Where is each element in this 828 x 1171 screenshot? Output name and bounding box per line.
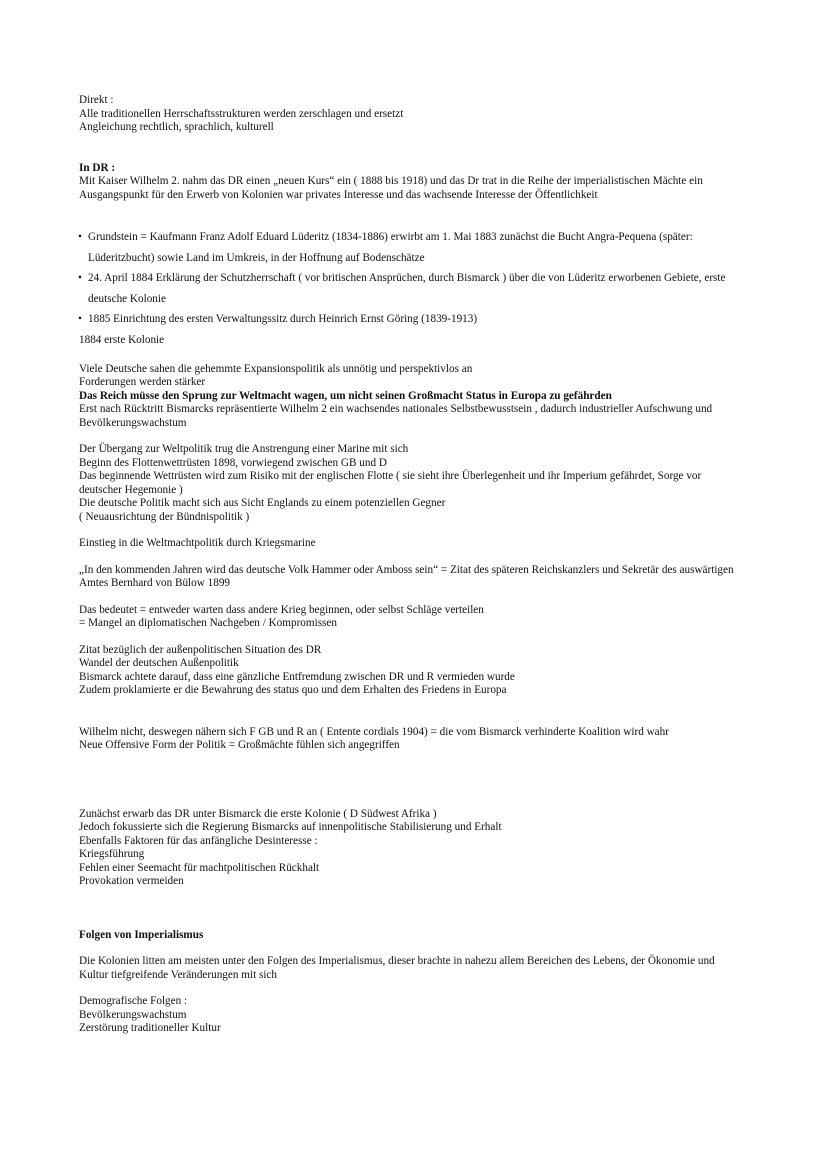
- list-item: • 24. April 1884 Erklärung der Schutzherrschaft ( vor britischen Ansprüchen, durch Bismarck ) über die von Lüderitz erworbenen Gebiete, erste deutsche Kolonie: [79, 268, 748, 309]
- first-colony-line: 1884 erste Kolonie: [79, 333, 165, 346]
- text-line: = Mangel an diplomatischen Nachgeben / Kompromissen: [79, 617, 337, 629]
- text-paragraph: Das beginnende Wettrüsten wird zum Risiko mit der englischen Flotte ( sie sieht ihre Überlegenheit und ihr Imperium gefährdet, Sorge vor deutscher Hegemonie ): [79, 470, 702, 496]
- text-line: Kriegsführung: [79, 848, 145, 860]
- text-line: Jedoch fokussierte sich die Regierung Bismarcks auf innenpolitische Stabilisierung und Erhalt: [79, 821, 502, 833]
- text-line: Wandel der deutschen Außenpolitik: [79, 657, 239, 669]
- folgen-heading: Folgen von Imperialismus: [79, 928, 204, 941]
- text-line: Zunächst erwarb das DR unter Bismarck die erste Kolonie ( D Südwest Afrika ): [79, 807, 437, 820]
- text-line: Ebenfalls Faktoren für das anfängliche Desinteresse :: [79, 834, 318, 847]
- text-line: Neue Offensive Form der Politik = Großmächte fühlen sich angegriffen: [79, 739, 400, 751]
- text-paragraph: Die Kolonien litten am meisten unter den Folgen des Imperialismus, dieser brachte in nahezu allem Bereichen des Lebens, der Ökonomie und Kultur tiefgreifende Veränderungen mit sich: [79, 955, 715, 981]
- in-dr-paragraph: Mit Kaiser Wilhelm 2. nahm das DR einen „neuen Kurs“ ein ( 1888 bis 1918) und das Dr trat in die Reihe der imperialistischen Mächte ein: [79, 175, 703, 187]
- text-line: Zitat bezüglich der außenpolitischen Situation des DR: [79, 643, 322, 656]
- direkt-label: Direkt :: [79, 94, 114, 106]
- text-line: Das bedeutet = entweder warten dass andere Krieg beginnen, oder selbst Schläge verteilen: [79, 603, 484, 616]
- text-line: Viele Deutsche sahen die gehemmte Expansionspolitik als unnötig und perspektivlos an: [79, 362, 473, 375]
- text-paragraph: Erst nach Rücktritt Bismarcks repräsentierte Wilhelm 2 ein wachsendes nationales Selbstbewusstsein , dadurch industrieller Aufschwung und Bevölkerungswachstum: [79, 403, 713, 429]
- text-line: Zerstörung traditioneller Kultur: [79, 1022, 221, 1034]
- text-line: Fehlen einer Seemacht für machtpolitischen Rückhalt: [79, 861, 320, 874]
- text-line: Provokation vermeiden: [79, 875, 184, 887]
- intro-line: Alle traditionellen Herrschaftsstrukturen werden zerschlagen und ersetzt: [79, 107, 404, 120]
- document-page: [79, 94, 779, 1036]
- text-line: Zudem proklamierte er die Bewahrung des status quo und dem Erhalten des Friedens in Europa: [79, 684, 507, 696]
- in-dr-heading: In DR :: [79, 161, 116, 174]
- text-line: Der Übergang zur Weltpolitik trug die Anstrengung einer Marine mit sich: [79, 443, 409, 455]
- text-line: ( Neuausrichtung der Bündnispolitik ): [79, 510, 250, 523]
- text-line: Bevölkerungswachstum: [79, 1008, 187, 1021]
- text-line: Einstieg in die Weltmachtpolitik durch Kriegsmarine: [79, 537, 316, 549]
- intro-line: Angleichung rechtlich, sprachlich, kulturell: [79, 121, 274, 133]
- text-line: Beginn des Flottenwettrüsten 1898, vorwiegend zwischen GB und D: [79, 456, 387, 469]
- in-dr-paragraph: Ausgangspunkt für den Erwerb von Kolonien war privates Interesse und das wachsende Interesse der Öffentlichkeit: [79, 188, 598, 201]
- list-item: • 1885 Einrichtung des ersten Verwaltungssitz durch Heinrich Ernst Göring (1839-1913): [79, 309, 779, 330]
- text-line: Forderungen werden stärker: [79, 376, 206, 388]
- text-line: Bismarck achtete darauf, dass eine gänzliche Entfremdung zwischen DR und R vermieden wurde: [79, 670, 515, 683]
- text-line: Die deutsche Politik macht sich aus Sicht Englands zu einem potenziellen Gegner: [79, 497, 446, 509]
- list-item: • Grundstein = Kaufmann Franz Adolf Eduard Lüderitz (1834-1886) erwirbt am 1. Mai 1883 zunächst die Bucht Angra-Pequena (später: Lüderitzbucht) sowie Land im Umkreis, in der Hoffnung auf Bodenschätze: [79, 227, 748, 268]
- text-line: Demografische Folgen :: [79, 995, 188, 1007]
- emphasis-line: Das Reich müsse den Sprung zur Weltmacht wagen, um nicht seinen Großmacht Status in Europa zu gefährden: [79, 389, 612, 402]
- quote-paragraph: „In den kommenden Jahren wird das deutsche Volk Hammer oder Amboss sein“ = Zitat des späteren Reichskanzlers und Sekretär des auswärtigen Amtes Bernhard von Bülow 1899: [79, 563, 734, 589]
- bullet-list: [79, 227, 779, 330]
- text-line: Wilhelm nicht, deswegen nähern sich F GB und R an ( Entente cordials 1904) = die vom Bismarck verhinderte Koalition wird wahr: [79, 725, 669, 738]
